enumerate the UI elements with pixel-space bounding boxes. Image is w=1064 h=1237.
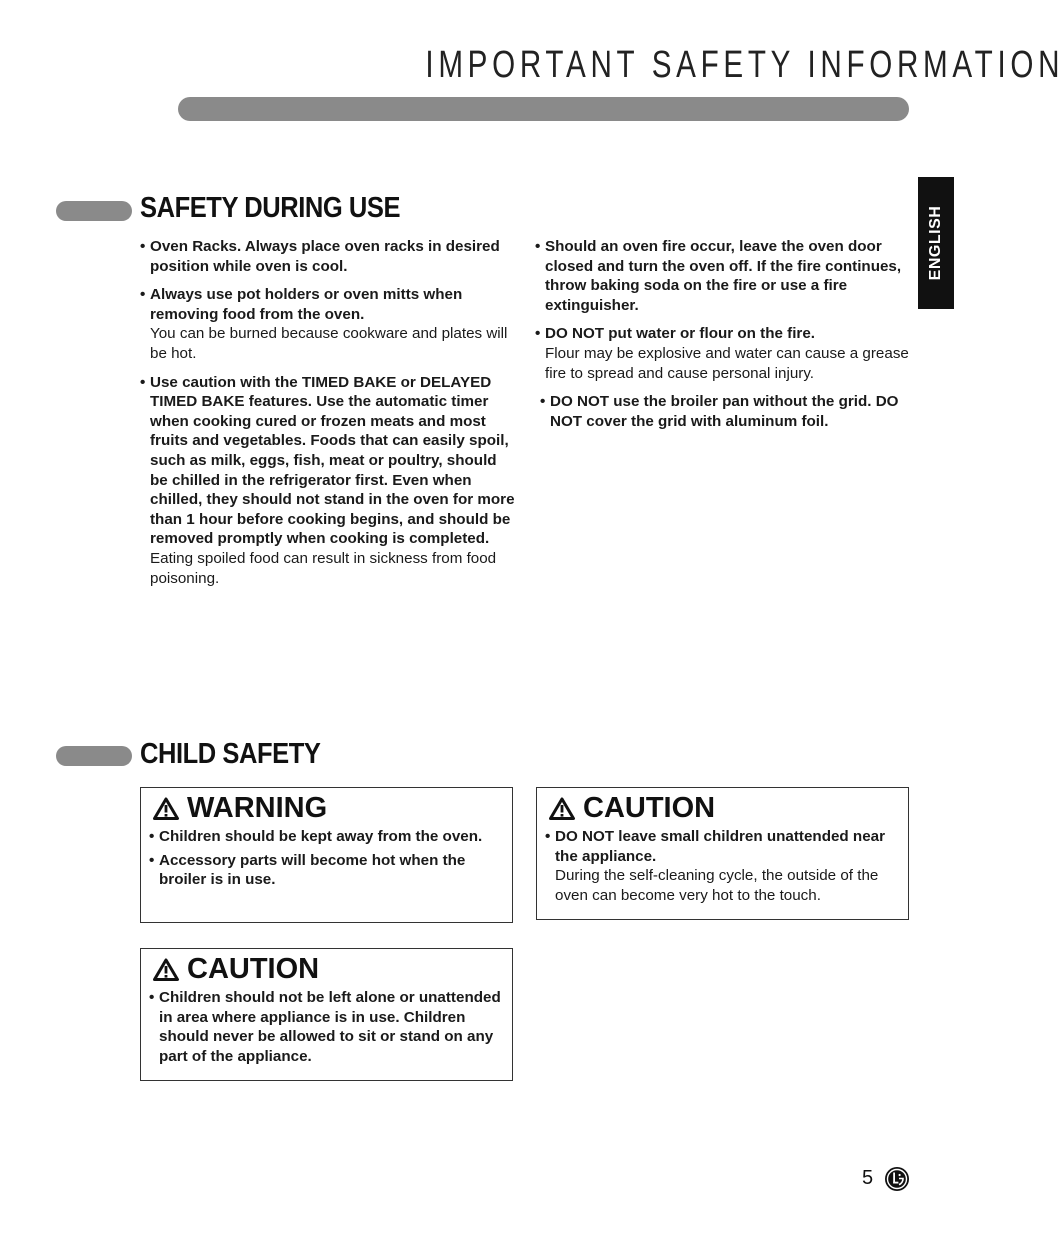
caution-list: [545, 827, 900, 905]
list-item: [140, 285, 515, 363]
bullet: •: [149, 989, 155, 1006]
item-bold-text: Accessory parts will become hot when the broiler is in use.: [159, 851, 466, 889]
warning-triangle-icon: [549, 797, 575, 820]
list-item: [540, 392, 915, 431]
warning-title-text: WARNING: [187, 792, 328, 824]
list-item: [535, 324, 915, 383]
section-heading-child-safety: CHILD SAFETY: [140, 738, 321, 770]
item-bold-text: DO NOT put water or flour on the fire.: [545, 325, 816, 343]
item-normal-text: Eating spoiled food can result in sickness from food poisoning.: [150, 549, 497, 587]
item-bold-text: Always use pot holders or oven mitts when removing food from the oven.: [150, 286, 463, 323]
bullet: •: [535, 325, 541, 343]
caution-box-left: [140, 948, 513, 1081]
warning-list: [149, 827, 504, 890]
bullet: •: [140, 286, 146, 304]
warning-triangle-icon: [153, 958, 179, 981]
bullet: •: [545, 828, 551, 845]
item-bold-text: DO NOT leave small children unattended near the appliance.: [555, 828, 885, 865]
caution-title-text: CAUTION: [187, 953, 320, 985]
list-item: [149, 827, 504, 847]
item-normal-text: Flour may be explosive and water can cause a grease fire to spread and cause personal injury.: [545, 344, 909, 382]
bullet: •: [535, 238, 541, 255]
list-item: [149, 851, 504, 890]
item-bold-text: DO NOT use the broiler pan without the grid. DO NOT cover the grid with aluminum foil.: [550, 393, 899, 430]
caution-title-text: CAUTION: [583, 792, 716, 824]
page-number: 5: [862, 1167, 874, 1189]
bullet: •: [140, 238, 146, 255]
section-pill-safety-during-use: [56, 201, 132, 221]
item-bold-text: Children should not be left alone or unattended in area where appliance is in use. Children should never be allowed to sit or stand on any part of the appliance.: [159, 989, 501, 1065]
language-tab: [918, 177, 954, 309]
bullet: •: [540, 393, 546, 411]
list-item: [140, 237, 515, 276]
section-heading-safety-during-use: SAFETY DURING USE: [140, 192, 401, 224]
warning-box: [140, 787, 513, 923]
item-normal-text: During the self-cleaning cycle, the outside of the oven can become very hot to the touch.: [555, 867, 879, 904]
list-item: [545, 827, 900, 905]
item-normal-text: You can be burned because cookware and plates will be hot.: [150, 325, 508, 362]
list-item: [140, 373, 515, 589]
caution-list: [149, 988, 504, 1066]
warning-title: [153, 791, 504, 825]
safety-left-column: [140, 237, 515, 597]
bullet: •: [149, 851, 155, 869]
page-title: IMPORTANT SAFETY INFORMATION: [425, 44, 1064, 86]
section-pill-child-safety: [56, 746, 132, 766]
bullet: •: [140, 373, 146, 391]
item-bold-text: Should an oven fire occur, leave the oven door closed and turn the oven off. If the fire continues, throw baking soda on the fire or use a fire extinguisher.: [545, 238, 902, 314]
list-item: [149, 988, 504, 1066]
language-tab-label: ENGLISH: [927, 205, 944, 281]
caution-title: [153, 952, 504, 986]
item-bold-text: Oven Racks. Always place oven racks in desired position while oven is cool.: [150, 238, 500, 275]
caution-box-right: [536, 787, 909, 920]
bullet: •: [149, 828, 155, 845]
item-bold-text: Use caution with the TIMED BAKE or DELAYED TIMED BAKE features. Use the automatic timer when cooking cured or frozen meats and most fruits and vegetables. Foods that can easily spoil, such as milk, eggs, fish, meat or poultry, should be chilled in the refrigerator first. Even when chilled, they should not stand in the oven for more than 1 hour before cooking begins, and should be removed promptly when cooking is completed.: [150, 373, 515, 548]
title-bar: [178, 97, 909, 121]
warning-triangle-icon: [153, 797, 179, 820]
lg-logo-icon: [884, 1166, 910, 1192]
safety-right-column: [535, 237, 915, 440]
item-bold-text: Children should be kept away from the oven.: [159, 828, 483, 845]
list-item: [535, 237, 915, 315]
caution-title: [549, 791, 900, 825]
